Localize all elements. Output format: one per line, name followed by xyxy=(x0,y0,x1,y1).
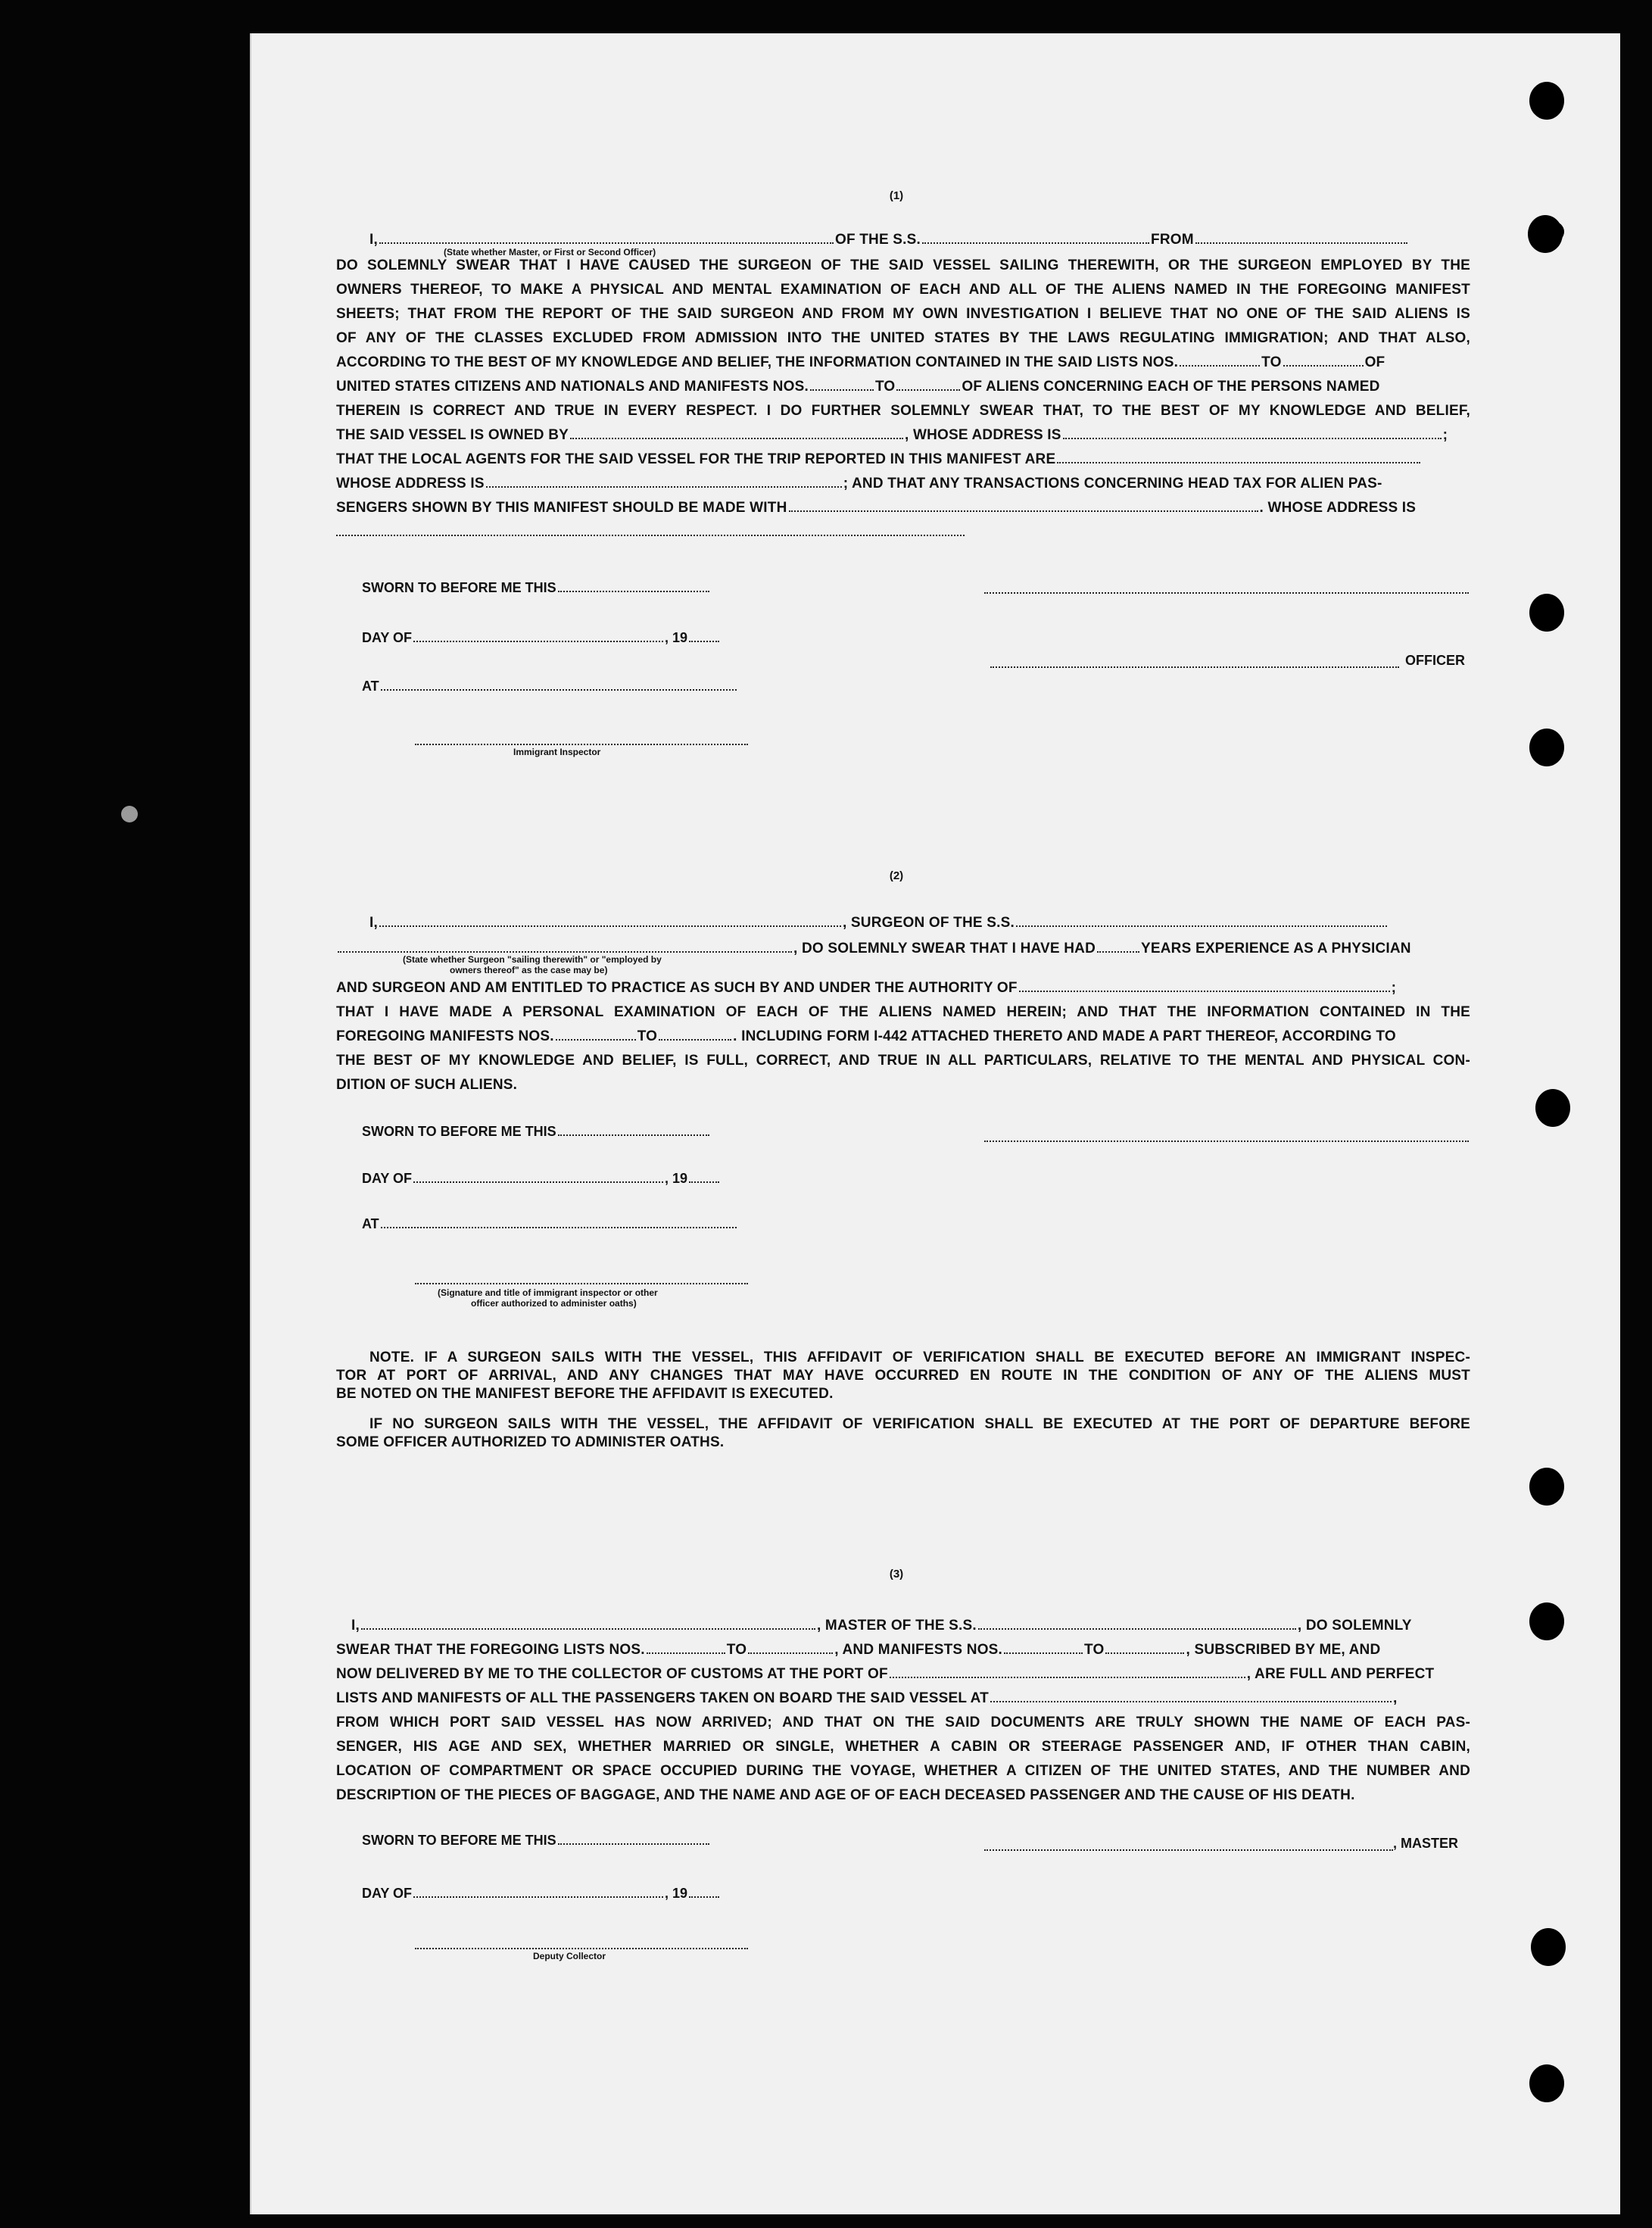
form-line: THAT I HAVE MADE A PERSONAL EXAMINATION OF EACH OF THE ALIENS NAMED HEREIN; AND THAT THE INFORMATION CONTAINED IN THE xyxy=(336,1004,1470,1020)
form-line: THE BEST OF MY KNOWLEDGE AND BELIEF, IS FULL, CORRECT, AND TRUE IN ALL PARTICULARS, RELATIVE TO THE MENTAL AND PHYSICAL CON- xyxy=(336,1053,1470,1069)
background-speck xyxy=(121,806,138,822)
note-line: TOR AT PORT OF ARRIVAL, AND ANY CHANGES THAT MAY HAVE OCCURRED EN ROUTE IN THE CONDITION OF ANY OF THE ALIENS MUST xyxy=(336,1368,1470,1384)
form-line: THEREIN IS CORRECT AND TRUE IN EVERY RESPECT. I DO FURTHER SOLEMNLY SWEAR THAT, TO THE BEST OF MY KNOWLEDGE AND BELIEF, xyxy=(336,403,1470,419)
at-label: AT xyxy=(362,679,738,694)
binder-hole xyxy=(1531,1928,1566,1966)
section-number: (1) xyxy=(889,189,904,202)
section-number: (3) xyxy=(889,1568,904,1581)
form-line: ACCORDING TO THE BEST OF MY KNOWLEDGE AND BELIEF, THE INFORMATION CONTAINED IN THE SAID LISTS NOS. TO OF xyxy=(336,354,1385,370)
binder-hole xyxy=(1529,2064,1564,2102)
form-line: SENGERS SHOWN BY THIS MANIFEST SHOULD BE MADE WITH . WHOSE ADDRESS IS xyxy=(336,500,1417,516)
sworn-label: SWORN TO BEFORE ME THIS xyxy=(362,1833,711,1849)
field-caption: (State whether Surgeon "sailing therewith" or "employed by xyxy=(403,954,662,965)
paper-speck xyxy=(1541,221,1564,242)
binder-hole xyxy=(1529,729,1564,766)
form-line: DITION OF SUCH ALIENS. xyxy=(336,1077,518,1093)
form-line: FROM WHICH PORT SAID VESSEL HAS NOW ARRIVED; AND THAT ON THE SAID DOCUMENTS ARE TRULY SHOWN THE NAME OF EACH PAS- xyxy=(336,1715,1470,1730)
field-caption: (State whether Master, or First or Second Officer) xyxy=(444,247,656,257)
form-line: I, , SURGEON OF THE S.S. xyxy=(369,915,1389,931)
signature-caption: officer authorized to administer oaths) xyxy=(471,1298,637,1309)
form-line: SWEAR THAT THE FOREGOING LISTS NOS. TO , AND MANIFESTS NOS. TO , SUBSCRIBED BY ME, AND xyxy=(336,1642,1381,1658)
officer-signature-line xyxy=(990,665,1399,668)
binder-hole xyxy=(1535,1089,1570,1127)
form-line: SHEETS; THAT FROM THE REPORT OF THE SAID SURGEON AND FROM MY OWN INVESTIGATION I BELIEVE THAT NO ONE OF THE SAID ALIENS IS xyxy=(336,306,1470,322)
form-line: LOCATION OF COMPARTMENT OR SPACE OCCUPIED DURING THE VOYAGE, WHETHER A CITIZEN OF THE UNITED STATES, AND THE NUMBER AND xyxy=(336,1763,1470,1779)
form-line: DO SOLEMNLY SWEAR THAT I HAVE CAUSED THE SURGEON OF THE SAID VESSEL SAILING THEREWITH, OR THE SURGEON EMPLOYED BY THE xyxy=(336,257,1470,273)
section-number: (2) xyxy=(889,869,904,882)
form-line: SENGER, HIS AGE AND SEX, WHETHER MARRIED OR SINGLE, WHETHER A CABIN OR STEERAGE PASSENGER AND, IF OTHER THAN CABIN, xyxy=(336,1739,1470,1755)
field-caption: owners thereof" as the case may be) xyxy=(450,965,608,975)
form-line: OWNERS THEREOF, TO MAKE A PHYSICAL AND MENTAL EXAMINATION OF EACH AND ALL OF THE ALIENS NAMED IN THE FOREGOING MANIFEST xyxy=(336,282,1470,298)
form-line: FOREGOING MANIFESTS NOS. TO . INCLUDING FORM I-442 ATTACHED THERETO AND MADE A PART THEREOF, ACCORDING TO xyxy=(336,1028,1396,1044)
day-of-label: DAY OF , 19 xyxy=(362,630,721,646)
form-line: , DO SOLEMNLY SWEAR THAT I HAVE HAD YEARS EXPERIENCE AS A PHYSICIAN xyxy=(336,941,1411,957)
master-signature-line xyxy=(984,1848,1393,1851)
form-line: OF ANY OF THE CLASSES EXCLUDED FROM ADMISSION INTO THE UNITED STATES BY THE LAWS REGULATING IMMIGRATION; AND THAT ALSO, xyxy=(336,330,1470,346)
day-of-label: DAY OF , 19 xyxy=(362,1171,721,1187)
form-line: I, , MASTER OF THE S.S. , DO SOLEMNLY xyxy=(351,1618,1412,1634)
sworn-label: SWORN TO BEFORE ME THIS xyxy=(362,580,711,596)
form-line: WHOSE ADDRESS IS ; AND THAT ANY TRANSACTIONS CONCERNING HEAD TAX FOR ALIEN PAS- xyxy=(336,476,1382,491)
form-line: UNITED STATES CITIZENS AND NATIONALS AND MANIFESTS NOS. TO OF ALIENS CONCERNING EACH OF THE PERSONS NAMED xyxy=(336,379,1380,395)
master-label: , MASTER xyxy=(1393,1836,1459,1851)
inspector-signature-line xyxy=(415,742,748,745)
binder-hole xyxy=(1529,1602,1564,1640)
binder-hole xyxy=(1529,82,1564,120)
signature-line xyxy=(984,1139,1469,1142)
form-line: THAT THE LOCAL AGENTS FOR THE SAID VESSEL FOR THE TRIP REPORTED IN THIS MANIFEST ARE xyxy=(336,451,1422,468)
officer-label: OFFICER xyxy=(1405,653,1465,668)
binder-hole xyxy=(1529,594,1564,632)
signature-caption: (Signature and title of immigrant inspector or other xyxy=(438,1287,658,1298)
form-line: DESCRIPTION OF THE PIECES OF BAGGAGE, AND THE NAME AND AGE OF OF EACH DECEASED PASSENGER AND THE CAUSE OF HIS DEATH. xyxy=(336,1787,1355,1803)
form-line: LISTS AND MANIFESTS OF ALL THE PASSENGERS TAKEN ON BOARD THE SAID VESSEL AT , xyxy=(336,1690,1398,1706)
form-line: I, OF THE S.S. FROM xyxy=(369,232,1409,248)
address-line xyxy=(336,533,965,536)
collector-signature-line xyxy=(415,1946,748,1949)
collector-caption: Deputy Collector xyxy=(533,1951,606,1961)
note-line: BE NOTED ON THE MANIFEST BEFORE THE AFFIDAVIT IS EXECUTED. xyxy=(336,1386,834,1402)
sworn-label: SWORN TO BEFORE ME THIS xyxy=(362,1124,711,1140)
note-line: SOME OFFICER AUTHORIZED TO ADMINISTER OATHS. xyxy=(336,1434,725,1450)
note-line: NOTE. IF A SURGEON SAILS WITH THE VESSEL, THIS AFFIDAVIT OF VERIFICATION SHALL BE EXECUTED BEFORE AN IMMIGRANT INSPEC- xyxy=(369,1350,1470,1365)
signature-line xyxy=(984,591,1469,594)
form-line: AND SURGEON AND AM ENTITLED TO PRACTICE AS SUCH BY AND UNDER THE AUTHORITY OF ; xyxy=(336,980,1397,996)
at-label: AT xyxy=(362,1216,738,1232)
inspector-signature-line xyxy=(415,1281,748,1284)
form-line: NOW DELIVERED BY ME TO THE COLLECTOR OF CUSTOMS AT THE PORT OF , ARE FULL AND PERFECT xyxy=(336,1666,1435,1682)
form-line: THE SAID VESSEL IS OWNED BY , WHOSE ADDRESS IS ; xyxy=(336,427,1448,443)
note-line: IF NO SURGEON SAILS WITH THE VESSEL, THE AFFIDAVIT OF VERIFICATION SHALL BE EXECUTED AT THE PORT OF DEPARTURE BEFORE xyxy=(369,1416,1470,1432)
day-of-label: DAY OF , 19 xyxy=(362,1886,721,1902)
binder-hole xyxy=(1529,1468,1564,1506)
manifest-page xyxy=(250,33,1620,2214)
inspector-caption: Immigrant Inspector xyxy=(513,747,601,757)
